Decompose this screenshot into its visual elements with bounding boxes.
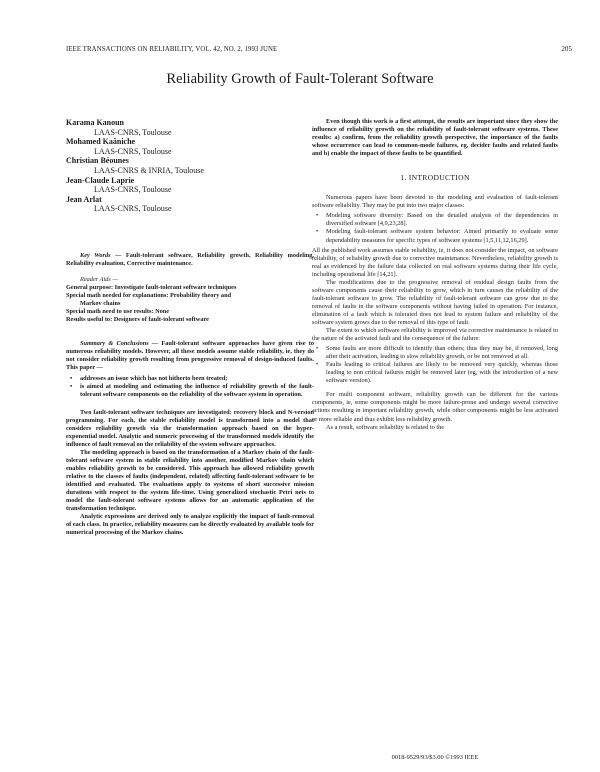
running-header xyxy=(66,46,572,58)
reader-aid-item: Special math needed for explanations: Probability theory and xyxy=(66,292,232,300)
body-paragraph: The modifications due to the progressive removal of residual design faults from the software components cause their reliability to grow, which in turn causes the reliability of the fault-tolerant software to grow. The reliability of fault-tolerant software can grow due to the removal of faults in the software components without having failed in operation. For instance, elimination of a fault which is tolerated does not lead to system failure and reliability of the software system grows due to the removal of this type of fault. xyxy=(312,278,558,326)
body-paragraph: As a result, software reliability is related to the xyxy=(326,423,445,431)
page-number: 205 xyxy=(561,46,572,53)
reader-aid-item: Results useful to: Designers of fault-tolerant software xyxy=(66,316,209,324)
author-name: Christian Béounes xyxy=(66,156,129,166)
summary-text: — Fault-tolerant software approaches have given rise to numerous reliability models. However, all these models assume stable reliability, ie, they do not consider reliability growth resulting from progressive removal of design-induced faults. This paper — xyxy=(66,340,314,372)
body-paragraph: All the published work assumes stable reliability, ie, it does not consider the impact, on software reliability, of reliability growth due to corrective maintenance. Nevertheless, reliability growth is real as evidenced by the failure data collected on real software systems during their life cycle, including operational life [14,21]. xyxy=(312,246,558,278)
author-affiliation: LAAS-CNRS & INRIA, Toulouse xyxy=(94,165,204,175)
author-affiliation: LAAS-CNRS, Toulouse xyxy=(94,204,172,214)
body-paragraph: For multi component software, reliability growth can be different for the various components, ie, some components might be more failure-prone and undergo several corrective actions resulting in important reliability growth, while other components might be less activated or more reliable and thus exhibit less reliability growth. xyxy=(312,391,558,423)
summary-paragraph: Two fault-tolerant software techniques are investigated: recovery block and N-version programming. For each, the stable reliability model is transformed into a model that considers reliability growth via the transformation approach based on the hyper-exponential model. Analytic and numeric processing of the transformed models identify the influence of fault removal on the reliability of the system software approaches. xyxy=(66,408,314,448)
classes-list xyxy=(312,212,558,244)
reader-aid-item: General purpose: Investigate fault-tolerant software techniques xyxy=(66,284,237,292)
list-item: • Some faults are more difficult to identify than others; thus they may be, if removed, long after their activation, leading to slow reliability growth, or be not removed at all. xyxy=(316,345,558,361)
summary-block xyxy=(66,340,314,537)
list-item: • addresses an issue which has not hitherto been treated; xyxy=(70,374,228,382)
paper-title: Reliability Growth of Fault-Tolerant Software xyxy=(166,71,434,87)
right-column xyxy=(312,118,558,432)
reader-aids-heading: Reader Aids — xyxy=(80,276,119,284)
keywords xyxy=(66,252,314,268)
summary-paragraph: Analytic expressions are derived only to analyze explicitly the impact of fault-removal of each class. In practice, reliability measures can be directly evaluated by available tools for numerical processing of the Markov chains. xyxy=(66,513,314,537)
author-name: Mohamed Kaâniche xyxy=(66,137,136,147)
results-summary: Even though this work is a first attempt, the results are important since they show the influence of reliability growth on the reliability of fault-tolerant software systems. These results: a) confirm, from the reliability growth perspective, the importance of the faults whose occurrence can lead to common-mode failures, eg, decider faults and related faults and b) enable the impact of these faults to be quantified. xyxy=(312,118,558,158)
summary-label: Summary & Conclusions xyxy=(80,340,149,348)
left-column xyxy=(66,118,314,537)
keywords-text: — Fault-tolerant software, Reliability growth, Reliability modeling, Reliability evaluation, Corrective maintenance. xyxy=(66,251,314,267)
list-item: • is aimed at modeling and estimating the influence of reliability growth of the fault-tolerant software components on the reliability of the software system in operation. xyxy=(70,382,314,398)
body-paragraph: Numerous papers have been devoted to the modeling and evaluation of fault-tolerant software reliability. They may be put into two major classes: xyxy=(312,194,558,210)
reader-aid-item: Special math need to use results: None xyxy=(66,308,170,316)
author-name: Jean-Claude Laprie xyxy=(66,175,135,185)
body-paragraph: The extent to which software reliability is improved via corrective maintenance is related to the nature of the activated fault and the consequence of the failure: xyxy=(312,327,558,343)
copyright-footer: 0018-9529/93/$3.00 ©1993 IEEE xyxy=(391,754,479,761)
reader-aids xyxy=(66,284,314,324)
author-name: Karama Kanoun xyxy=(66,118,125,127)
list-item: • Modeling fault-tolerant software system behavior: Aimed primarily to evaluate some dependability measures for specific types of software systems [1,5,11,12,16,29]. xyxy=(316,228,558,244)
reader-aid-continuation: Markov chains xyxy=(80,300,121,308)
summary-intro xyxy=(66,340,314,372)
keywords-label: Key Words xyxy=(80,251,111,259)
fault-list xyxy=(312,345,558,385)
author-affiliation: LAAS-CNRS, Toulouse xyxy=(94,146,172,156)
author-list xyxy=(66,118,314,214)
author-affiliation: LAAS-CNRS, Toulouse xyxy=(94,127,172,137)
summary-paragraph: The modeling approach is based on the transformation of a Markov chain of the fault-tolerant software system in stable reliability into another, modified Markov chain which enables reliability growth to be considered. This approach has allowed reliability growth relative to the classes of faults (independent, related) affecting fault-tolerant software to be identified and evaluated. The evaluations apply to systems of short successive mission durations with respect to the system life-time. Using generalized stochastic Petri nets to model the fault-tolerant software systems allows for an automatic application of the transformation technique. xyxy=(66,448,314,513)
summary-bullets xyxy=(66,375,314,399)
author-affiliation: LAAS-CNRS, Toulouse xyxy=(94,185,172,195)
section-heading: 1. INTRODUCTION xyxy=(400,173,470,183)
journal-header: IEEE TRANSACTIONS ON RELIABILITY, VOL. 42, NO. 2, 1993 JUNE xyxy=(66,46,278,53)
list-item: • Faults leading to critical failures are likely to be removed very quickly, whereas those leading to non critical failures might be removed later (eg, with the introduction of a new software version). xyxy=(316,361,558,385)
list-item: • Modeling software diversity: Based on the detailed analysis of the dependencies in diversified software [4,9,23,28]. xyxy=(316,212,558,228)
author-name: Jean Arlat xyxy=(66,194,102,204)
